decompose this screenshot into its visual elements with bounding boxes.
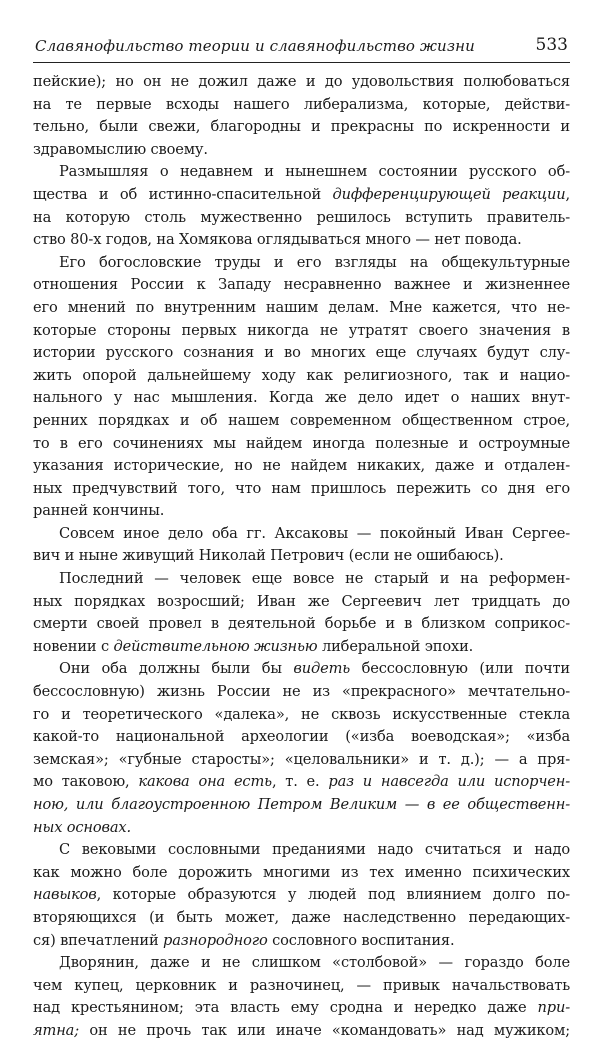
text-line [33,410,570,433]
text-segment: истории русского сознания и во многих еще случаях будут слу- [33,344,570,362]
text-line [33,500,570,523]
page-number: 533 [535,35,568,55]
text-segment: нального у нас мышления. Когда же дело идет о наших внут- [33,389,570,407]
text-line [33,930,570,953]
text-segment: бессословную) жизнь России не из «прекрасного» мечтательно- [33,683,570,701]
text-line [33,704,570,727]
text-segment: чем купец, церковник и разночинец, — привык начальствовать [33,976,570,994]
text-line [33,771,570,794]
text-segment: смерти своей провел в деятельной борьбе и в близком соприкос- [33,615,570,633]
text-segment: то в его сочинениях мы найдем иногда полезные и остроумные [33,434,570,452]
text-line [33,320,570,343]
text-line [33,455,570,478]
italic-text: видеть [293,660,351,678]
italic-text: дифференцирующей реакции [332,185,566,203]
text-segment: как можно боле дорожить многими из тех именно психических [33,863,570,881]
text-segment: отношения России к Западу несравненно важнее и жизненнее [33,276,570,294]
text-segment: Дворянин, даже и не слишком «столбовой» — гораздо боле [59,954,570,972]
text-segment: , которые образуются у людей под влиянием долго по- [96,886,570,904]
text-line [33,862,570,885]
text-segment: вич и ныне живущий Николай Петрович (если не ошибаюсь). [33,547,504,565]
text-segment: он не прочь так или иначе «командовать» над мужиком; [78,1021,570,1039]
text-segment: ренних порядках и об нашем современном общественном строе, [33,411,570,429]
text-segment: мо таковою, [33,773,139,791]
text-segment: над крестьянином; эта власть ему сродна и нередко даже [33,999,538,1017]
text-segment: Совсем иное дело оба гг. Аксаковы — покойный Иван Сергее- [59,524,570,542]
text-line [33,975,570,998]
text-line [33,116,570,139]
text-line [33,184,570,207]
text-segment: на те первые всходы нашего либерализма, которые, действи- [33,95,570,113]
text-segment: Его богословские труды и его взгляды на общекультурные [59,253,570,271]
text-segment: ство 80-х годов, на Хомякова оглядываться много — нет повода. [33,231,522,249]
text-line [33,726,570,749]
text-line [33,342,570,365]
text-segment: тельно, были свежи, благородны и прекрасны по искренности и [33,118,570,136]
text-line [33,1020,570,1043]
text-segment: здравомыслию своему. [33,140,208,158]
italic-text: раз и навсегда или испорчен- [328,773,570,791]
italic-text: навыков [33,886,97,904]
text-line [33,658,570,681]
text-segment: либеральной эпохи. [317,637,474,655]
italic-text: при- [537,999,570,1017]
text-line [33,997,570,1020]
text-line [33,952,570,975]
text-line [33,207,570,230]
italic-text: действительною жизнью [113,637,318,655]
italic-text: какова она есть [138,773,272,791]
text-line [33,274,570,297]
italic-text: разнородного [163,931,268,949]
text-segment: го и теоретического «далека», не сквозь искусственные стекла [33,705,570,723]
italic-text: ною, или благоустроенною Петром Великим — в ее общественн- [33,796,570,813]
text-line [33,229,570,252]
text-segment: ранней кончины. [33,502,165,520]
text-segment: , [565,185,570,203]
text-line [33,839,570,862]
text-line [33,817,570,840]
text-line [33,568,570,591]
text-segment: новении с [33,637,114,655]
text-line [33,613,570,636]
text-line [33,884,570,907]
text-line [33,387,570,410]
text-segment: щества и об истинно-спасительной [33,185,333,203]
italic-text: ных основах. [33,818,131,836]
running-head [33,34,570,63]
text-segment: земская»; «губные старосты»; «целовальники» и т. д.); — а пря- [33,750,570,768]
text-segment: ных предчувствий того, что нам пришлось пережить со дня его [33,479,570,497]
text-line [33,907,570,930]
text-line [33,523,570,546]
text-segment: С вековыми сословными преданиями надо считаться и надо [59,841,570,859]
running-head-title: Славянофильство теории и славянофильство жизни [35,37,475,55]
text-line [33,433,570,456]
text-segment: на которую столь мужественно решилось вступить правитель- [33,208,570,226]
text-line [33,545,570,568]
text-segment: жить опорой дальнейшему ходу как религиозного, так и нацио- [33,366,570,384]
text-segment: которые стороны первых никогда не утратят своего значения в [33,321,570,339]
text-segment: ных порядках возросший; Иван же Сергеевич лет тридцать до [33,592,570,610]
text-segment: бессословную (или почти [350,660,571,678]
text-line [33,252,570,275]
text-line [33,478,570,501]
text-segment: Они оба должны были бы [59,660,294,678]
text-segment: вторяющихся (и быть может, даже наследственно передающих- [33,908,570,926]
text-line [33,161,570,184]
text-segment: его мнений по внутренним нашим делам. Мне кажется, что не- [33,298,570,316]
text-line [33,139,570,162]
text-segment: пейские); но он не дожил даже и до удовольствия полюбоваться [33,73,570,90]
text-line [33,794,570,817]
text-line [33,71,570,94]
italic-text: ятна; [33,1021,79,1039]
text-line [33,636,570,659]
text-segment: , т. е. [271,773,329,791]
text-segment: какой-то национальной археологии («изба воеводская»; «изба [33,728,570,746]
text-line [33,591,570,614]
text-segment: сословного воспитания. [267,931,455,949]
text-line [33,94,570,117]
text-segment: указания исторические, но не найдем никаких, даже и отдален- [33,457,570,475]
text-segment: ся) впечатлений [33,931,164,949]
text-line [33,365,570,388]
text-segment: Последний — человек еще вовсе не старый и на реформен- [59,570,570,588]
text-line [33,681,570,704]
text-line [33,749,570,772]
text-line [33,297,570,320]
text-segment: Размышляя о недавнем и нынешнем состоянии русского об- [59,163,570,181]
